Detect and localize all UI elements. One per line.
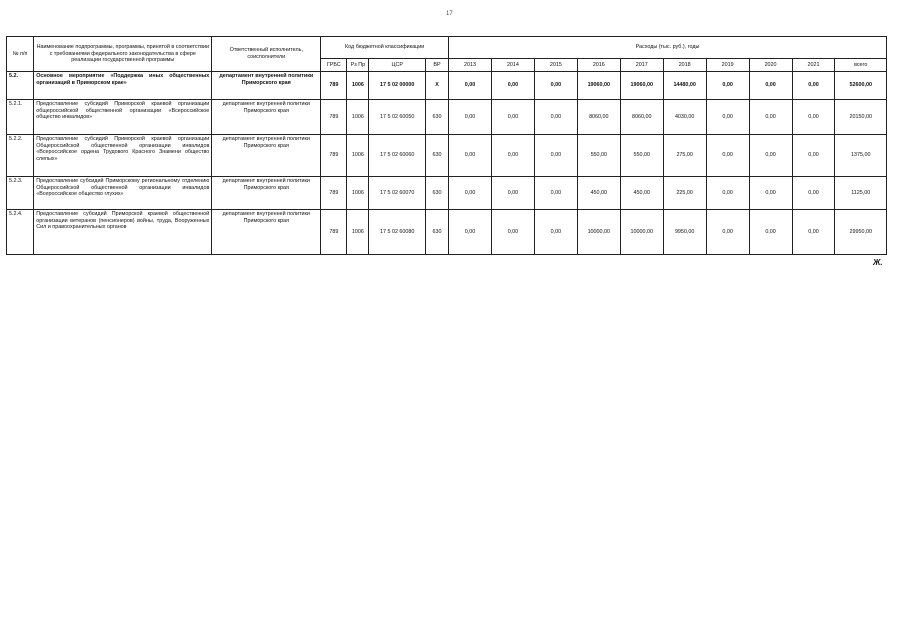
row-value: 0,00 (706, 100, 749, 135)
row-value: 19060,00 (577, 72, 620, 100)
row-vr: 630 (425, 177, 448, 210)
row-grbs: 789 (321, 177, 347, 210)
header-year: 2021 (792, 59, 835, 72)
row-value: 0,00 (706, 135, 749, 177)
row-value: 0,00 (491, 177, 534, 210)
row-number: 5.2.3. (7, 177, 34, 210)
row-total: 20150,00 (835, 100, 887, 135)
row-grbs: 789 (321, 135, 347, 177)
row-vr: 630 (425, 100, 448, 135)
header-year: 2020 (749, 59, 792, 72)
budget-table (6, 36, 887, 255)
row-value: 0,00 (534, 100, 577, 135)
table-row (7, 177, 887, 210)
row-rzpr: 1006 (347, 177, 369, 210)
row-csr: 17 5 02 60080 (369, 210, 426, 255)
header-rzpr: Рз Пр (347, 59, 369, 72)
header-year: 2014 (491, 59, 534, 72)
row-value: 19060,00 (620, 72, 663, 100)
row-value: 9950,00 (663, 210, 706, 255)
row-executor: департамент внутренней политики Приморского края (212, 72, 321, 100)
row-csr: 17 5 02 60050 (369, 100, 426, 135)
header-budget-code: Код бюджетной классификации (321, 37, 449, 59)
row-value: 275,00 (663, 135, 706, 177)
row-value: 8060,00 (577, 100, 620, 135)
row-grbs: 789 (321, 210, 347, 255)
row-total: 29950,00 (835, 210, 887, 255)
row-total: 52600,00 (835, 72, 887, 100)
row-value: 0,00 (749, 100, 792, 135)
row-value: 0,00 (749, 177, 792, 210)
row-total: 1375,00 (835, 135, 887, 177)
row-value: 4030,00 (663, 100, 706, 135)
row-vr: 630 (425, 135, 448, 177)
row-value: 10000,00 (620, 210, 663, 255)
row-value: 0,00 (449, 100, 492, 135)
row-value: 0,00 (449, 135, 492, 177)
row-rzpr: 1006 (347, 72, 369, 100)
header-name: Наименование подпрограммы, программы, принятой в соответствии с требованиями федерального законодательства в сфере реализации государственной программы (34, 37, 212, 72)
header-year: 2019 (706, 59, 749, 72)
row-value: 0,00 (534, 135, 577, 177)
row-value: 0,00 (534, 210, 577, 255)
row-total: 1125,00 (835, 177, 887, 210)
header-total: всего (835, 59, 887, 72)
table-row (7, 210, 887, 255)
row-value: 0,00 (792, 135, 835, 177)
row-value: 0,00 (491, 135, 534, 177)
row-name: Предоставление субсидий Приморской краевой организации Общероссийской общественной организации инвалидов «Всероссийское ордена Трудового Красного Знамени общество слепых» (34, 135, 212, 177)
row-value: 0,00 (706, 210, 749, 255)
row-value: 0,00 (491, 100, 534, 135)
row-value: 0,00 (749, 135, 792, 177)
row-name: Предоставление субсидий Приморской краевой организации общероссийской общественной организации «Всероссийское общество инвалидов» (34, 100, 212, 135)
row-value: 450,00 (620, 177, 663, 210)
row-rzpr: 1006 (347, 135, 369, 177)
row-value: 0,00 (706, 177, 749, 210)
row-executor: департамент внутренней политики Приморского края (212, 210, 321, 255)
row-value: 8060,00 (620, 100, 663, 135)
row-value: 0,00 (792, 177, 835, 210)
row-value: 0,00 (491, 210, 534, 255)
row-value: 0,00 (749, 72, 792, 100)
header-year: 2015 (534, 59, 577, 72)
row-name: Предоставление субсидий Приморской краевой общественной организации ветеранов (пенсионеров) войны, труда, Вооруженных Сил и правоохранительных органов (34, 210, 212, 255)
row-value: 0,00 (749, 210, 792, 255)
row-number: 5.2.1. (7, 100, 34, 135)
row-csr: 17 5 02 00000 (369, 72, 426, 100)
row-value: 225,00 (663, 177, 706, 210)
header-year: 2017 (620, 59, 663, 72)
row-rzpr: 1006 (347, 100, 369, 135)
row-grbs: 789 (321, 100, 347, 135)
header-executor: Ответственный исполнитель, соисполнители (212, 37, 321, 72)
row-executor: департамент внутренней политики Приморского края (212, 177, 321, 210)
row-value: 0,00 (706, 72, 749, 100)
row-value: 0,00 (449, 177, 492, 210)
row-executor: департамент внутренней политики Приморского края (212, 135, 321, 177)
header-csr: ЦСР (369, 59, 426, 72)
row-value: 550,00 (620, 135, 663, 177)
table-row (7, 135, 887, 177)
row-value: 550,00 (577, 135, 620, 177)
row-number: 5.2.4. (7, 210, 34, 255)
table-row (7, 72, 887, 100)
header-year: 2018 (663, 59, 706, 72)
table-row (7, 100, 887, 135)
row-value: 0,00 (534, 72, 577, 100)
row-value: 0,00 (792, 72, 835, 100)
row-value: 10000,00 (577, 210, 620, 255)
row-value: 14480,00 (663, 72, 706, 100)
row-value: 0,00 (534, 177, 577, 210)
row-value: 450,00 (577, 177, 620, 210)
row-value: 0,00 (491, 72, 534, 100)
header-year: 2013 (449, 59, 492, 72)
row-number: 5.2. (7, 72, 34, 100)
row-rzpr: 1006 (347, 210, 369, 255)
row-csr: 17 5 02 60060 (369, 135, 426, 177)
row-value: 0,00 (449, 210, 492, 255)
header-year: 2016 (577, 59, 620, 72)
header-expenses: Расходы (тыс. руб.), годы (449, 37, 887, 59)
row-value: 0,00 (449, 72, 492, 100)
row-value: 0,00 (792, 210, 835, 255)
row-value: 0,00 (792, 100, 835, 135)
row-vr: Х (425, 72, 448, 100)
header-vr: ВР (425, 59, 448, 72)
row-name: Предоставление субсидий Приморскому региональному отделению Общероссийской общественной организации инвалидов «Всероссийское общество глухих» (34, 177, 212, 210)
row-vr: 630 (425, 210, 448, 255)
row-executor: департамент внутренней политики Приморского края (212, 100, 321, 135)
row-number: 5.2.2. (7, 135, 34, 177)
row-csr: 17 5 02 60070 (369, 177, 426, 210)
row-grbs: 789 (321, 72, 347, 100)
page-number: 17 (446, 11, 453, 17)
continuation-mark: Ж. (873, 258, 883, 267)
header-grbs: ГРБС (321, 59, 347, 72)
header-num: № п/п (7, 37, 34, 72)
row-name: Основное мероприятие «Поддержка иных общественных организаций в Приморском крае» (34, 72, 212, 100)
